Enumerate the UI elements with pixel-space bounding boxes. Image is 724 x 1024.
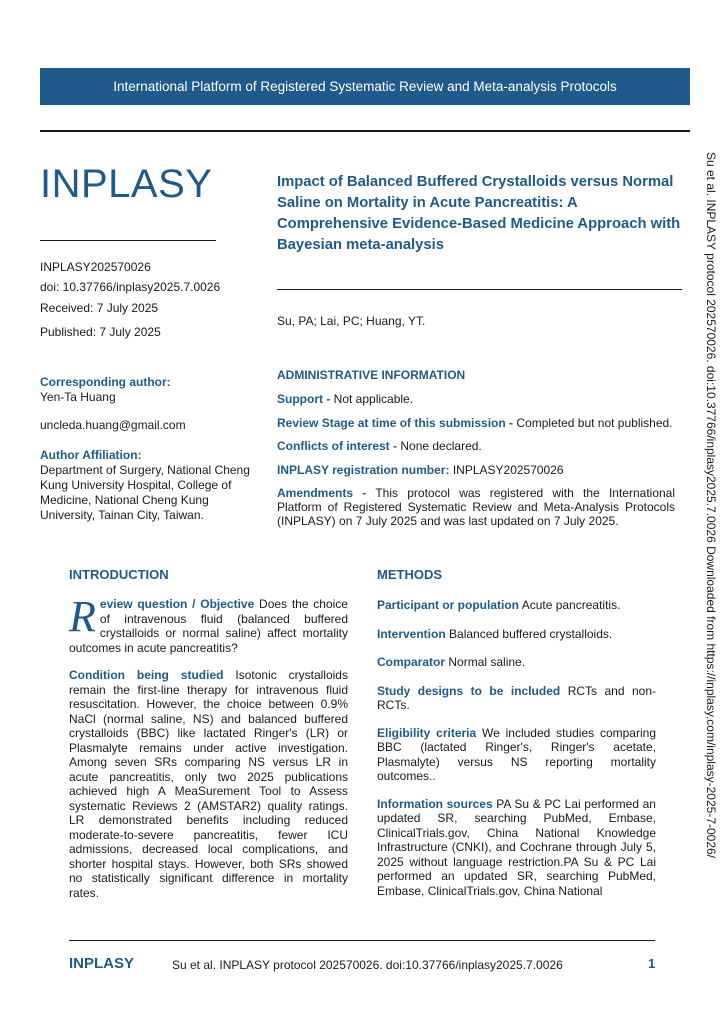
pop-text: Acute pancreatitis.: [521, 598, 621, 612]
authors: Su, PA; Lai, PC; Huang, YT.: [277, 314, 426, 328]
corresponding-label: Corresponding author:: [40, 375, 171, 389]
stage-label: Review Stage at time of this submission -: [277, 416, 514, 430]
admin-conflicts: [277, 439, 675, 453]
affiliation-text: Department of Surgery, National Cheng Kung University Hospital, College of Medicine, National Cheng Kung University, Tainan City, Taiwan.: [40, 463, 250, 522]
top-rule: [40, 130, 690, 132]
pop-label: Participant or population: [377, 598, 520, 612]
elig-label: Eligibility criteria: [377, 725, 477, 740]
header-banner: [40, 68, 690, 105]
design-text: RCTs and non-RCTs.: [377, 683, 656, 712]
published-date: Published: 7 July 2025: [40, 325, 161, 339]
information-sources: [377, 797, 656, 899]
methods-section: [377, 567, 656, 898]
brand-logo: INPLASY: [40, 162, 213, 206]
cond-label: Condition being studied: [69, 668, 224, 682]
conflicts-label: Conflicts of interest -: [277, 439, 398, 453]
amend-value: This protocol was registered with the International Platform of Registered Systematic Review and Meta-Analysis Protocols (INPLASY) on 7 July 2025 and was last updated on 7 July 2025.: [277, 486, 676, 528]
eligibility-criteria: [377, 726, 656, 784]
intervention: [377, 627, 656, 642]
support-label: Support -: [277, 392, 331, 406]
review-question: [69, 592, 348, 655]
int-text: Balanced buffered crystalloids.: [449, 626, 613, 641]
admin-support: [277, 392, 675, 406]
author-affiliation: [40, 448, 250, 523]
admin-heading: ADMINISTRATIVE INFORMATION: [277, 368, 466, 382]
comparator: [377, 655, 656, 670]
admin-stage: [277, 416, 675, 430]
rq-label: eview question / Objective: [99, 597, 255, 611]
banner-text: International Platform of Registered Systematic Review and Meta-analysis Protocols: [113, 79, 617, 94]
info-text: PA Su & PC Lai performed an updated SR, searching PubMed, Embase, ClinicalTrials.gov, China National Knowledge Infrastructure (CNKI), and Cochrane through July 5, 2025 without language restriction.PA Su & PC Lai performed an updated SR, searching PubMed, Embase, ClinicalTrials.gov, China National: [377, 796, 656, 898]
admin-amendments: [277, 486, 675, 528]
introduction-heading: INTRODUCTION: [69, 567, 169, 582]
cond-text: Isotonic crystalloids remain the first-line therapy for intravenous fluid resuscitation. However, the choice between 0.9% NaCl (normal saline, NS) and balanced buffered crystalloids (BBC) like lactated Ringer's (LR) or Plasmalyte remains under active investigation. Among seven SRs comparing NS versus LR in acute pancreatitis, only two 2025 publications achieved high A MeaSurement Tool to Assess systematic Reviews 2 (AMSTAR2) quality ratings. LR demonstrated benefits including reduced moderate-to-severe pancreatitis, fewer ICU admissions, decreased local complications, and shorter hospital stays. However, both SRs showed no statistically significant difference in mortality rates.: [69, 668, 348, 900]
study-designs: [377, 684, 656, 713]
elig-text: We included studies comparing BBC (lactated Ringer's, Ringer's acetate, Plasmalyte) versus NS reporting mortality outcomes..: [377, 725, 656, 783]
admin-registration: [277, 463, 675, 477]
admin-info: [277, 368, 675, 528]
logo-rule: [40, 240, 216, 241]
doi-link[interactable]: doi: 10.37766/inplasy2025.7.0026: [40, 280, 221, 294]
info-label: Information sources: [377, 796, 493, 811]
corresponding-name: Yen-Ta Huang: [40, 390, 116, 404]
population: [377, 598, 656, 613]
support-value: Not applicable.: [333, 392, 414, 406]
methods-heading: METHODS: [377, 567, 442, 582]
comp-text: Normal saline.: [448, 655, 526, 669]
registration-id: INPLASY202570026: [40, 260, 151, 274]
vertical-citation: [700, 152, 720, 992]
footer-brand: INPLASY: [69, 955, 135, 972]
page-number: 1: [648, 956, 656, 971]
design-label: Study designs to be included: [377, 683, 561, 698]
footer-citation: Su et al. INPLASY protocol 202570026. doi:10.37766/inplasy2025.7.0026: [172, 958, 563, 972]
vertical-citation-text[interactable]: Su et al. INPLASY protocol 202570026. doi:10.37766/inplasy2025.7.0026 Downloaded from https://inplasy.com/inplasy-2025-7-0026/: [704, 152, 718, 859]
amend-label: Amendments -: [277, 486, 367, 500]
reg-label: INPLASY registration number:: [277, 463, 450, 477]
footer-rule: [69, 940, 655, 941]
stage-value: Completed but not published.: [516, 416, 673, 430]
affiliation-label: Author Affiliation:: [40, 448, 142, 462]
received-date: Received: 7 July 2025: [40, 301, 159, 315]
title-rule: [277, 289, 682, 290]
reg-value: INPLASY202570026: [452, 463, 564, 477]
comp-label: Comparator: [377, 655, 446, 669]
dropcap: R: [69, 592, 96, 641]
introduction-section: [69, 567, 348, 900]
paper-title: Impact of Balanced Buffered Crystalloids versus Normal Saline on Mortality in Acute Pancreatitis: A Comprehensive Evidence-Based Medicine Approach with Bayesian meta-analysis: [277, 174, 681, 253]
corresponding-email[interactable]: uncleda.huang@gmail.com: [40, 418, 186, 432]
int-label: Intervention: [377, 626, 446, 641]
rq-text: Does the choice of intravenous fluid (balanced buffered crystalloids or normal saline) affect mortality outcomes in acute pancreatitis?: [69, 597, 348, 655]
conflicts-value: None declared.: [400, 439, 482, 453]
condition-studied: [69, 668, 348, 900]
corresponding-author: [40, 375, 250, 433]
